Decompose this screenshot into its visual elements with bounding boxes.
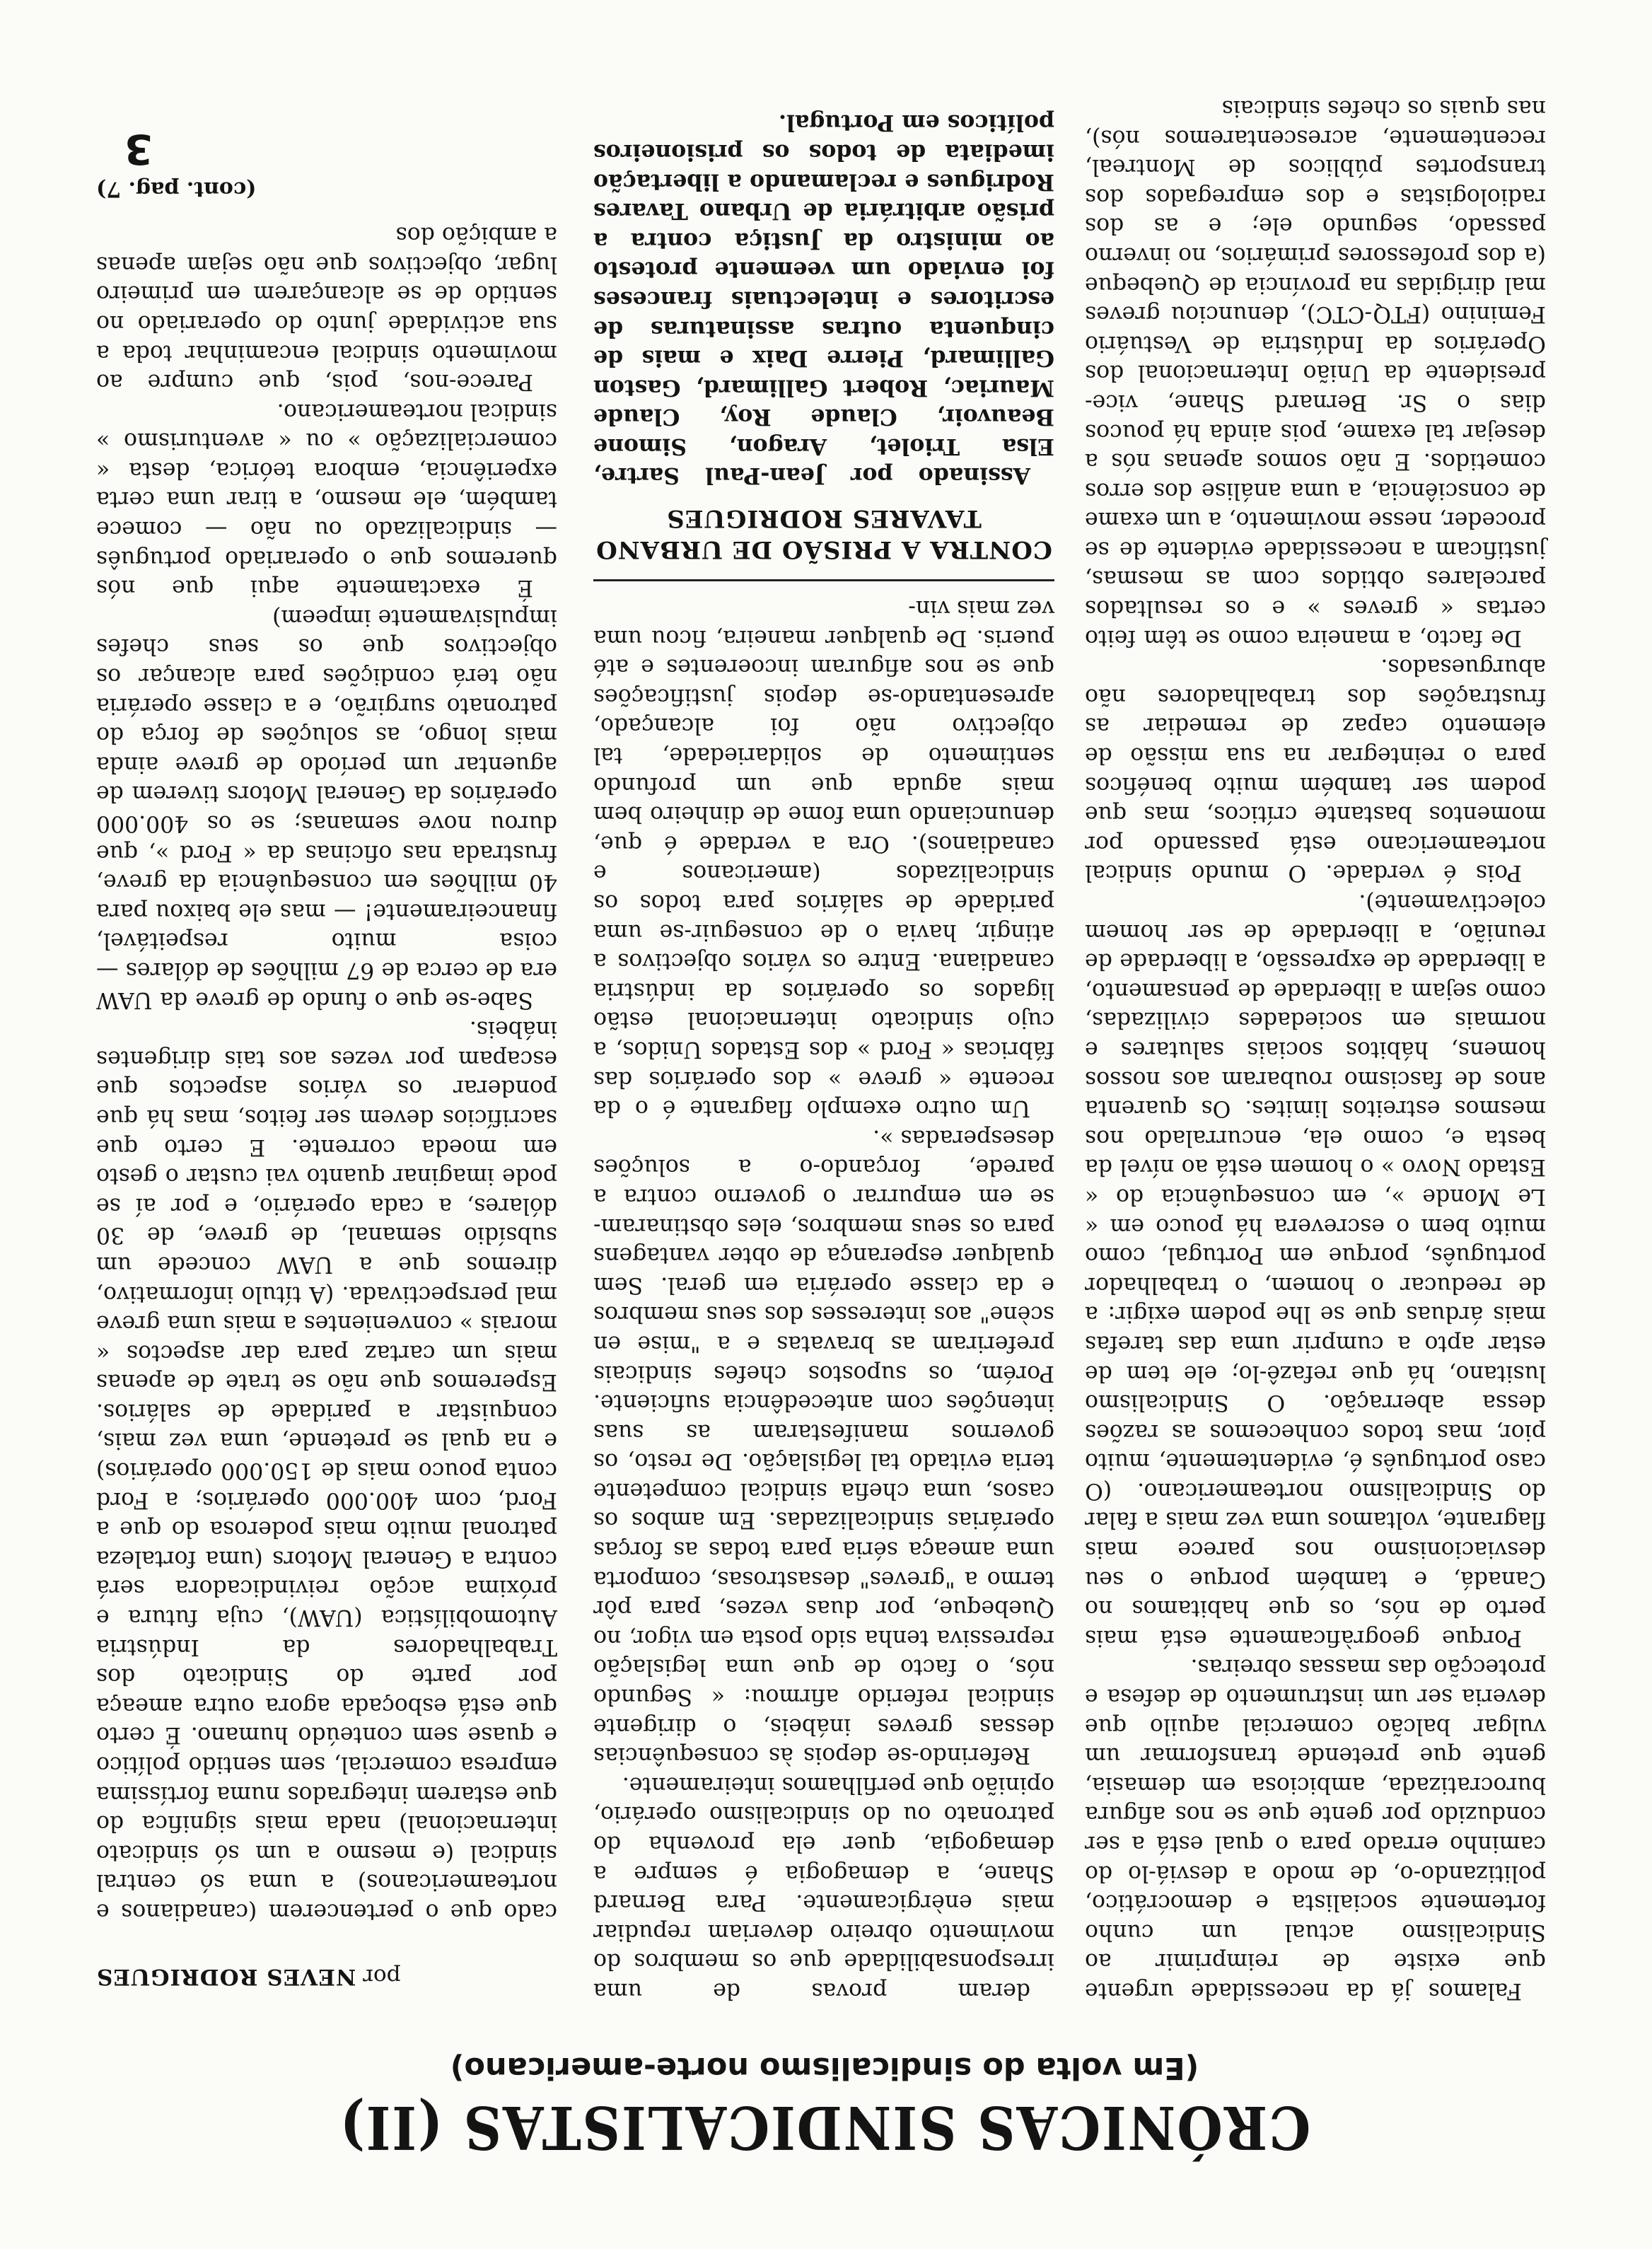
byline — [96, 1964, 557, 1989]
page-number: 3 — [124, 125, 153, 173]
paragraph: Falamos já da necessidade urgente que existe de reimprimir ao Sindicalismo actual um cunho fortemente socialista e democrático, politizando-o, de modo a desviá-lo do caminho errado para o qual está a ser conduzido por gente que se nos afigura burocratizada, ambiciosa em demasia, gente que pretende transformar um vulgar balcão comercial aquilo que deveria ser um instrumento de defesa e protecção das massas obreiras. — [1085, 1654, 1546, 2004]
section-divider — [593, 580, 1054, 582]
paragraph: Um outro exemplo flagrante é o da recente « greve » dos operários das fábricas « Ford » dos Estados Unidos, a cujo sindicato internacional estão ligados os operários da indústria canadiana. Entre os vários objectivos a atingir, havia o de conseguir-se uma paridade de salários para todos os sindicalizados (americanos e canadianos). Ora a verdade é que, denunciando uma fome de dinheiro bem mais aguda que um profundo sentimento de solidariedade, tal objectivo não foi alcançado, apresentando-se depois justificações que se nos afiguram incoerentes e até pueris. De qualquer maneira, ficou uma vez mais vin- — [593, 595, 1054, 1122]
continuation-note: (cont. pag. 7) — [96, 176, 257, 202]
paragraph: Sabe-se que o fundo de greve da UAW era de cerca de 67 milhões de dólares — coisa muito respeitável, financeiramente! — mas ele baixou para 40 milhões em consequência da greve, frustrada nas oficinas da « Ford », que durou nove semanas; se os 400.000 operários da General Motors tiverem de aguentar um período de greve ainda mais longo, as soluções de força do patronato surgirão, e a classe operária não terá condições para alcançar os objectivos que os seus chefes impulsivamente impeem) — [96, 604, 557, 1013]
article-header — [103, 2050, 1546, 2161]
column-3 — [96, 177, 557, 2005]
paragraph: Parece-nos, pois, que cumpre ao movimento sindical encaminhar toda a sua actividade junto do operariado no sentido de se alcançarem em primeiro lugar, objectivos que não sejam apenas a ambição dos — [96, 222, 557, 395]
column-2 — [593, 108, 1054, 2005]
box-title-line-2: TAVARES RODRIGUES — [666, 504, 982, 533]
paragraph: deram provas de uma irresponsabilidade que os membros do movimento obreiro deveriam repudiar mais enèrgicamente. Para Bernard Shane, a demagogia é sempre a demagogia, quer ela provenha do patronato ou do sindicalismo operário, opinião que perfilhamos inteiramente. — [593, 1772, 1054, 2004]
column-1 — [1085, 93, 1546, 2005]
headline: CRÓNICAS SINDICALISTAS (II) — [338, 2092, 1311, 2161]
byline-prefix: por — [363, 1964, 401, 1989]
paragraph: É exactamente aqui que nós queremos que o operariado português — sindicalizado ou não — comece também, ele mesmo, a tirar uma certa experiência, embora teórica, desta « comercialização » ou « aventurismo » sindical norteamericano. — [96, 398, 557, 601]
paragraph: cado que o pertencerem (canadianos e norteamericanos) a uma só central sindical (e mesmo a um só sindicato internacional) nada mais significa do que estarem integrados numa fortíssima empresa comercial, sem sentido político e quase sem conteúdo humano. É certo que está esboçada agora outra ameaça por parte do Sindicato dos Trabalhadores da Indústria Automobilística (UAW), cuja futura e próxima acção reivindicadora será contra a General Motors (uma fortaleza patronal muito mais poderosa do que a Ford, com 400.000 operários; a Ford conta pouco mais de 150.000 operários) e na qual se pretende, uma vez mais, conquistar a paridade de salários. Esperemos que não se trate de apenas mais um cartaz para dar aspectos « morais » convenientes a mais uma greve mal perspectivada. (A título informativo, diremos que a UAW concede um subsídio semanal, de greve, de 30 dólares, a cada operário, e por aí se pode imaginar quanto vai custar o gesto em moeda corrente. E certo que sacrifícios devem ser feitos, mas há que ponderar os vários aspectos que escapam por vezes aos tais dirigentes inábeis. — [96, 1016, 557, 1924]
paragraph: Referindo-se depois às consequências dessas greves inábeis, o dirigente sindical referido afirmou: « Segundo nós, o facto de que uma legislação repressiva tenha sido posta em vigor, no Quebeque, por duas vezes, para pôr termo a "greves" desastrosas, comporta uma ameaça séria para todas as forças operárias sindicalizadas. Em ambos os casos, uma chefia sindical competente teria evitado tal legislação. De resto, os governos manifestaram as suas intenções com antecedência suficiente. Porém, os supostos chefes sindicais preferiram as bravatas e a "mise en scène" aos interesses dos seus membros e da classe operária em geral. Sem qualquer esperança de obter vantagens para os seus membros, eles obstinaram-se em empurrar o governo contra a parede, forçando-o a soluções desesperadas ». — [593, 1124, 1054, 1769]
author-name: NEVES RODRIGUES — [96, 1964, 356, 1989]
paragraph: De facto, a maneira como se têm feito certas « greves » e os resultados parcelares obtidos com as mesmas, justificam a necessidade evidente de se proceder, nesse movimento, a um exame de consciência, a uma análise dos erros cometidos. E não somos apenas nós a desejar tal exame, pois ainda há poucos dias o Sr. Bernard Shane, vice-presidente da União Internacional dos Operários da Indústria de Vestuário Feminino (FTQ-CTC), denunciou greves mal dirigidas na província de Quebeque (a dos professores primários, no inverno passado, segundo ele; e as dos radiologistas e dos empregados dos transportes públicos de Montreal, recentemente, acrescentaremos nós), nas quais os chefes sindicais — [1085, 95, 1546, 651]
news-box — [593, 108, 1054, 566]
subtitle: (Em volta do sindicalismo norte-americano) — [450, 2050, 1199, 2086]
box-title-line-1: CONTRA A PRISÃO DE URBANO — [595, 535, 1052, 564]
box-title — [593, 504, 1054, 566]
paragraph: Pois é verdade. O mundo sindical norteamericano está passando por momentos bastante críticos, mas que podem ser também muito benéficos para o reintegrar na sua missão de elemento capaz de remediar as frustrações dos trabalhadores não aburguesados. — [1085, 654, 1546, 886]
paragraph: Porque geogràficamente está mais perto de nós, os que habitamos no Canadá, e também porque o seu desviacionismo nos parece mais flagrante, voltamos uma vez mais a falar do Sindicalismo norteamericano. (O caso português é, evidentemente, muito pior, mas todos conhecemos as razões dessa aberração. O Sindicalismo lusitano, há que refazê-lo; ele tem de estar apto a cumprir uma das tarefas mais árduas que se lhe podem exigir: a de reeducar o homem, o trabalhador português, porque em Portugal, como muito bem o escrevera há pouco em « Le Monde », em consequência do « Estado Novo » o homem está ao nível da besta e, como ela, encurralado nos mesmos estreitos limites. Os quarenta anos de fascismo roubaram aos nossos homens, hábitos sociais salutares e normais em sociedades civilizadas, como sejam a liberdade de pensamento, a liberdade de expressão, a liberdade de reunião, a liberdade de ser homem colectivamente). — [1085, 890, 1546, 1651]
box-text: Assinado por Jean-Paul Sartre, Elsa Triolet, Aragon, Simone Beauvoir, Claude Roy, Claude Mauriac, Robert Gallimard, Gaston Gallimard, Pierre Daix e mais de cinquenta outras assinaturas de escritores e intelectuais franceses foi enviado um veemente protesto ao ministro da Justiça contra a prisão arbitrária de Urbano Tavares Rodrigues e reclamando a libertação imediata de todos os prisioneiros políticos em Portugal. — [593, 110, 1054, 489]
